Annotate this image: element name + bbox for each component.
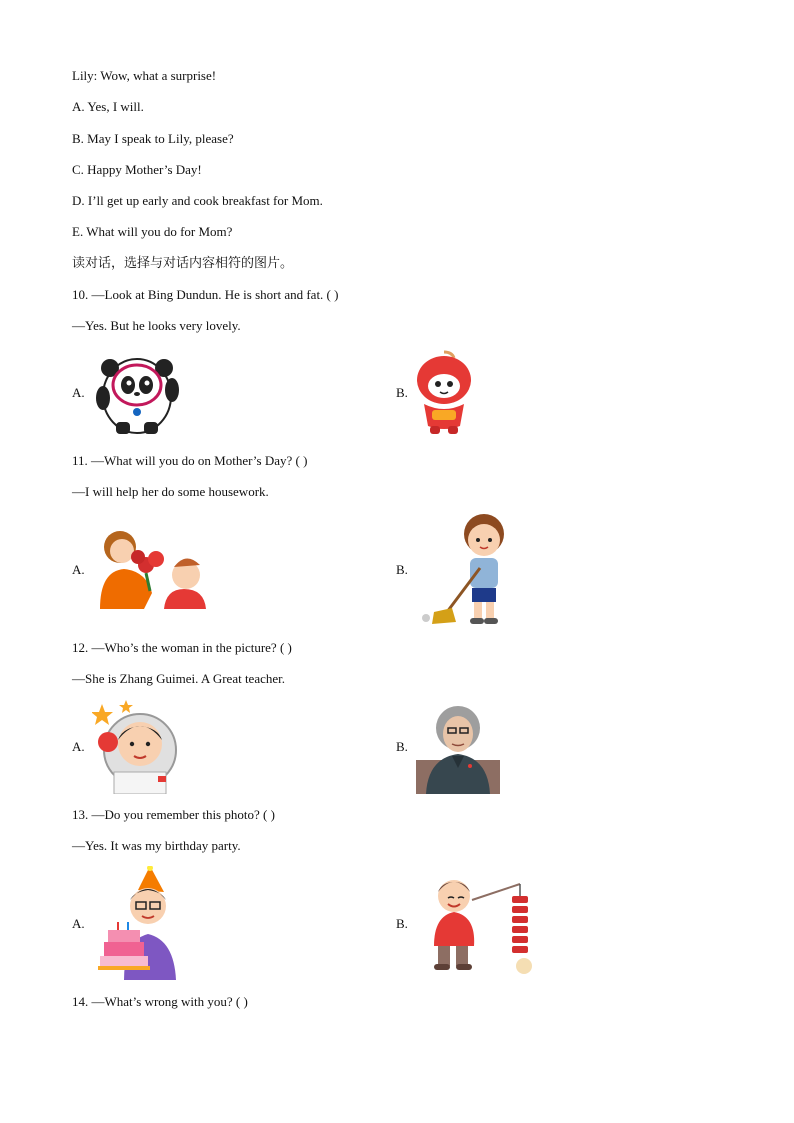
option-e: E. What will you do for Mom? [72, 224, 233, 239]
option-c: C. Happy Mother’s Day! [72, 162, 202, 177]
q10-option-b-label: B. [396, 385, 408, 400]
q13-option-a-label: A. [72, 916, 85, 931]
answer-12: —She is Zhang Guimei. A Great teacher. [72, 671, 286, 686]
question-10: 10. —Look at Bing Dundun. He is short and fat. ( ) [72, 287, 339, 302]
answer-11: —I will help her do some housework. [72, 484, 269, 499]
q11-option-b-label: B. [396, 562, 408, 577]
q12-option-a-label: A. [72, 739, 85, 754]
panda-mascot-image [92, 350, 182, 436]
question-14: 14. —What’s wrong with you? ( ) [72, 994, 248, 1009]
boy-firecrackers-image [428, 876, 550, 976]
boy-sweeping-image [418, 512, 514, 630]
section-instruction: 读对话，选择与对话内容相符的图片。 [72, 256, 294, 271]
option-b: B. May I speak to Lily, please? [72, 131, 234, 146]
birthday-party-image [98, 866, 182, 980]
question-11: 11. —What will you do on Mother’s Day? ( ) [72, 453, 308, 468]
option-a: A. Yes, I will. [72, 99, 144, 114]
answer-10: —Yes. But he looks very lovely. [72, 318, 241, 333]
elderly-woman-teacher-image [416, 700, 500, 794]
child-giving-flowers-image [94, 527, 212, 609]
q12-option-b-label: B. [396, 739, 408, 754]
q10-option-a-label: A. [72, 385, 85, 400]
red-lantern-mascot-image [414, 350, 474, 438]
answer-13: —Yes. It was my birthday party. [72, 838, 241, 853]
dialogue-line: Lily: Wow, what a surprise! [72, 68, 217, 83]
question-12: 12. —Who’s the woman in the picture? ( ) [72, 640, 292, 655]
astronaut-image [92, 700, 182, 794]
question-13: 13. —Do you remember this photo? ( ) [72, 807, 275, 822]
option-d: D. I’ll get up early and cook breakfast for Mom. [72, 193, 323, 208]
q11-option-a-label: A. [72, 562, 85, 577]
q13-option-b-label: B. [396, 916, 408, 931]
